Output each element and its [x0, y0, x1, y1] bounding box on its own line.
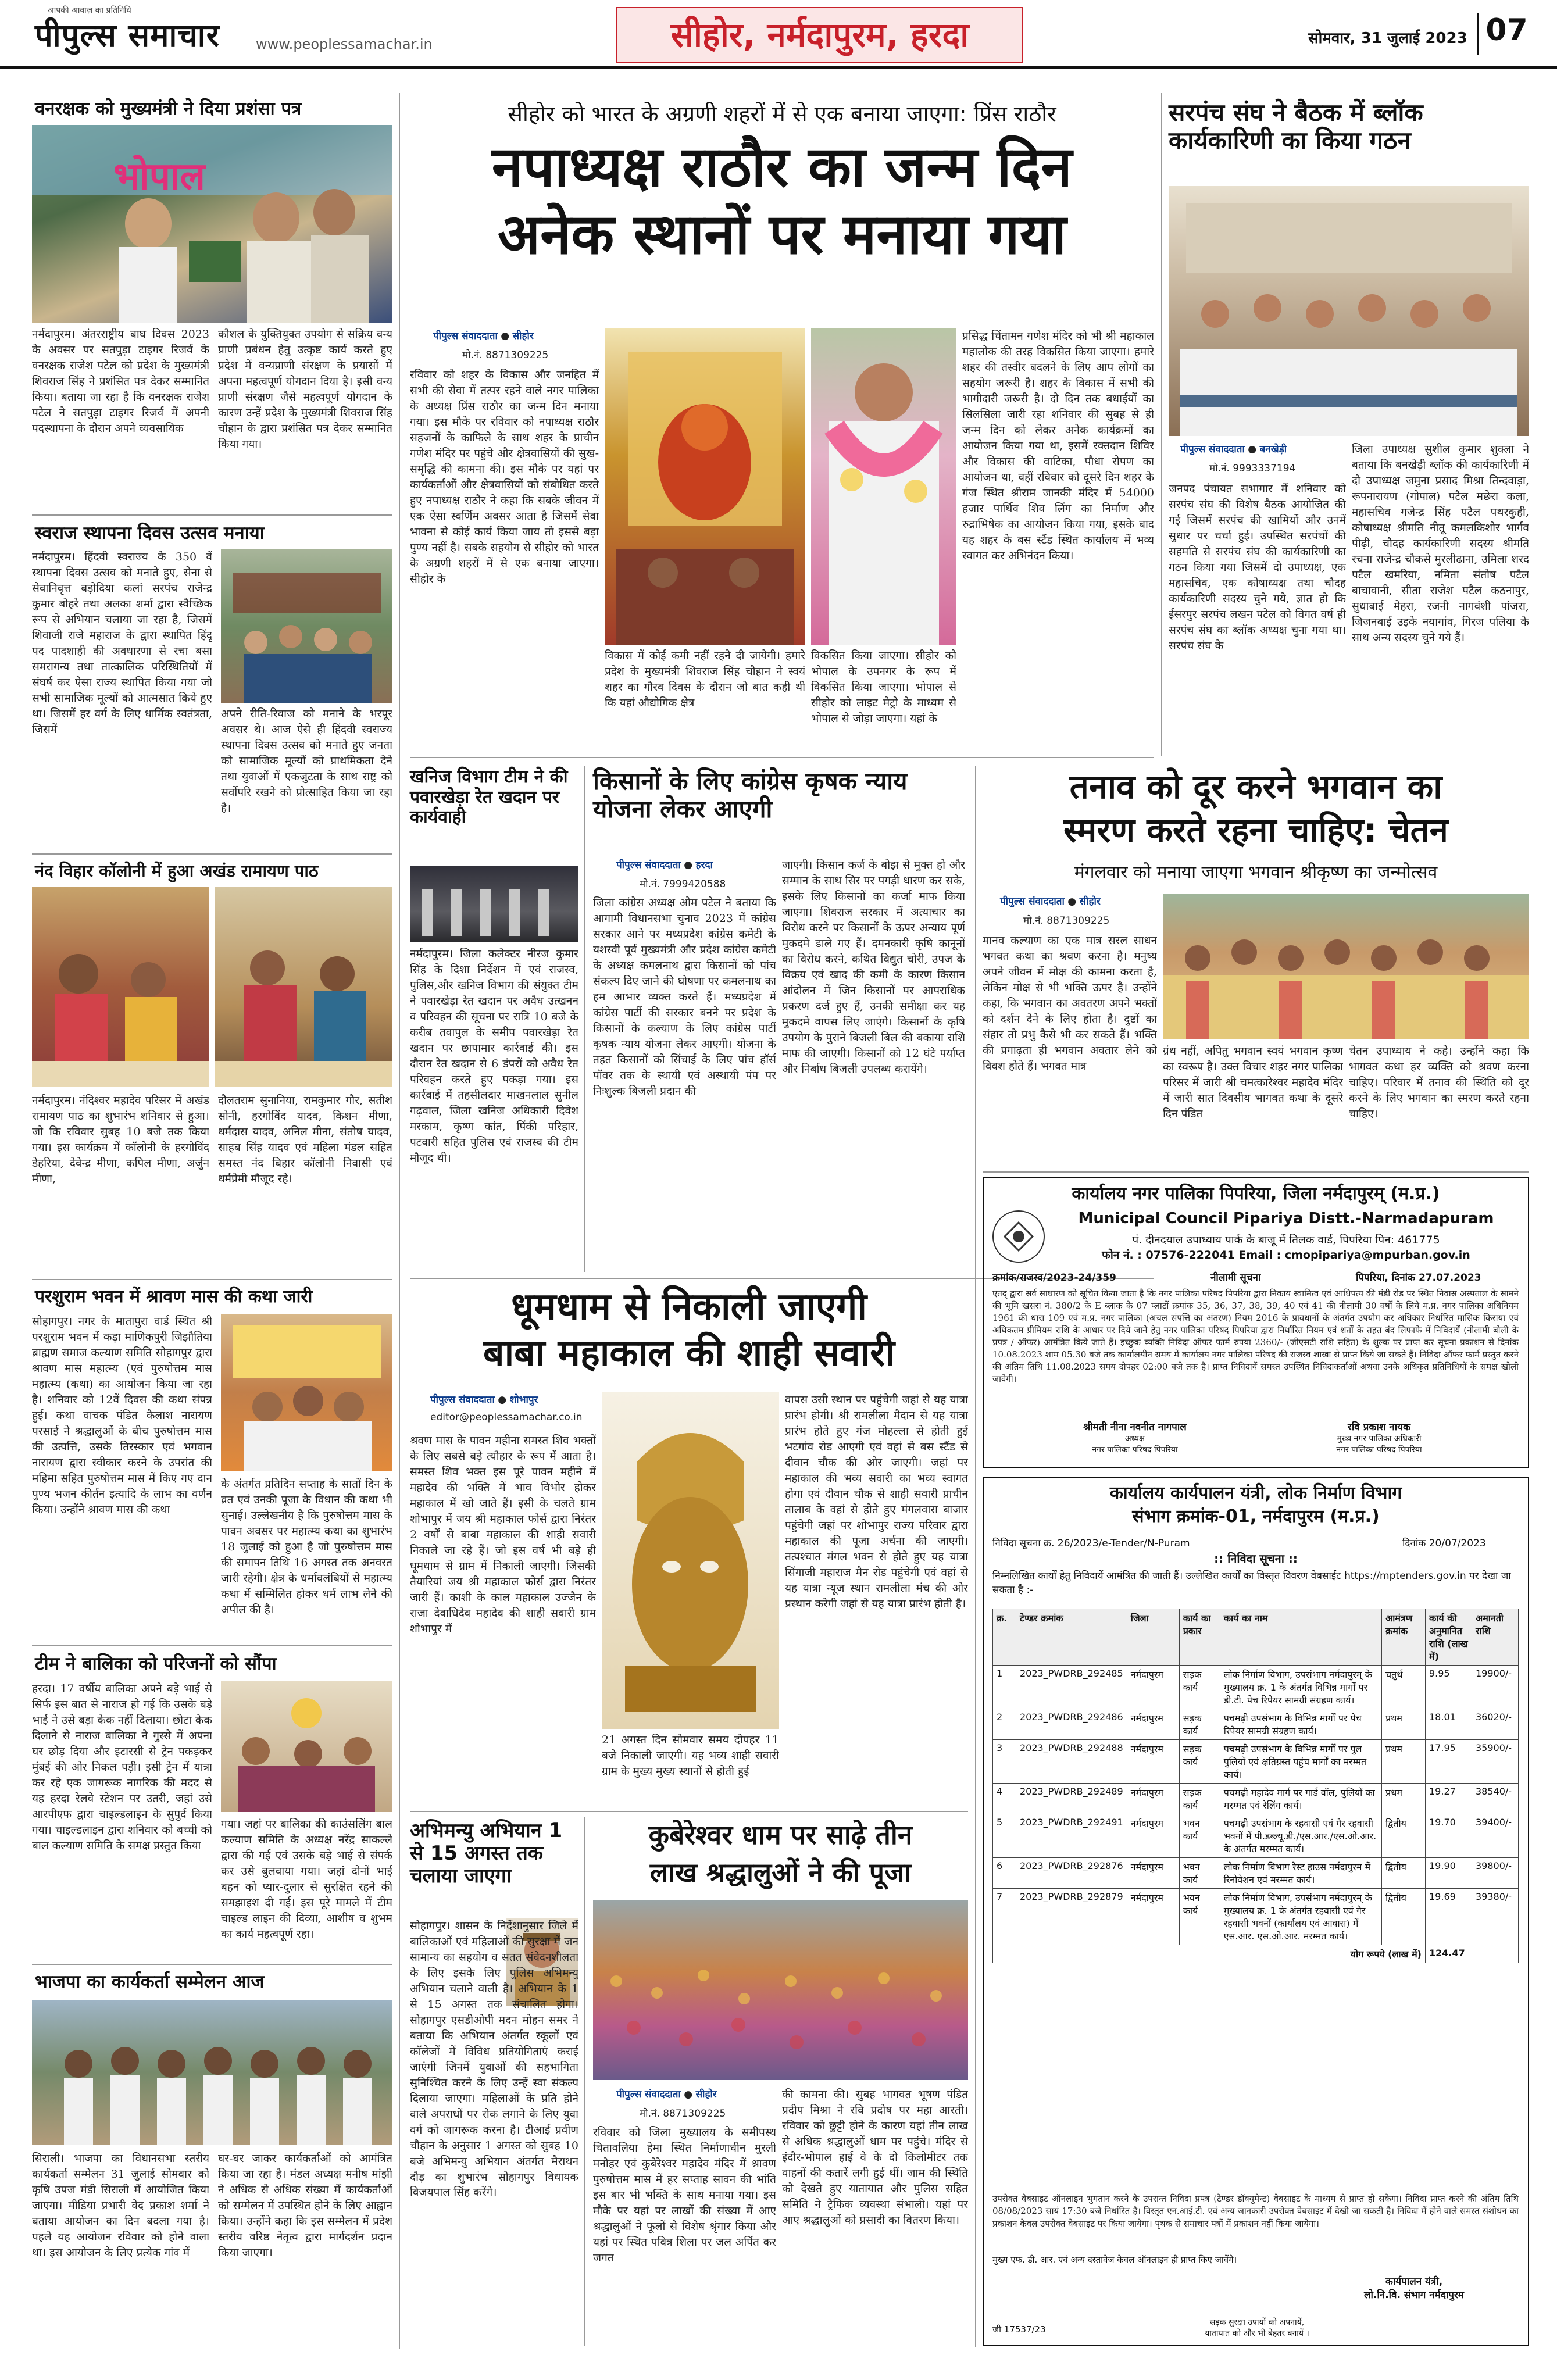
a1-text-col1: नर्मदापुरम। अंतरराष्ट्रीय बाघ दिवस 2023 के अवसर पर सतपुड़ा टाइगर रिजर्व के वनरक्षक राजेश पटेल को प्रदेश के मुख्यमंत्री शिवराज सिंह ने प्रशंसित पत्र देकर सम्मानित किया। बताया जा रहा है कि वनरक्षक राजेश पटेल ने सतपुड़ा टाइगर रिजर्व में अपनी पदस्थापना के दौरान अपने व्यवसायिक: [32, 328, 209, 435]
table-cell: प्रथम: [1382, 1784, 1426, 1814]
sand-mine-photo: [410, 866, 578, 942]
col-sno: क्र.: [993, 1609, 1016, 1666]
table-cell: सड़क कार्य: [1179, 1709, 1220, 1740]
ad1-body: एतद् द्वारा सर्व साधारण को सूचित किया जाता है कि नगर पालिका परिषद पिपरिया द्वारा निकाय स्वामित्व एवं आधिपत्य की मंडी रोड पर स्थित निवास अस्पताल के सामने की भूमि खसरा नं. 380/2 के E ब्लाक के 07 प्लाटों क्रमांक 35, 36, 37, 38, 39, 40 एवं 41 की नीलामी 30 वर्षों के लिये म.प्र. नगर पालिका अधिनियम 1961 की धारा 109 एवं म.प्र. नगर पालिका (अचल संपत्ति का अंतरण) नियम 2016 के प्रावधानों के अंतर्गत उपयोग कर अधिकार निर्धारित मासिक किराया एवं अधिकतम प्रीमियम राशि के आधार पर दिये जाने हेतु नगर पालिका परिषद पिपरिया द्वारा निर्धारित नियम एवं शर्तों के तहत बंद लिफाफे में निविदायें (नीलामी बोली के प्रपत्र / ऑफर) आमंत्रित किये जाते हैं। इच्छुक व्यक्ति निविदा ऑफर फार्म रुपया 2360/- (जीएसटी राशि सहित) के शुल्क पर प्राप्त कर सूचना प्रकाशन से दिनांक 10.08.2023 शाम 05.30 बजे तक कार्यालयीन समय में कार्यालय नगर पालिका परिषद की राजस्व शाखा से प्राप्त किये जा सकते हैं। निविदा ऑफर फार्म प्रस्तुत करने की अंतिम तिथि 11.08.2023 समय दोपहर 02:00 बजे तक है। प्राप्त निविदायें समस्त उपस्थित निविदाकर्ताओं अथवा उनके अधिकृत प्रतिनिधियों के समक्ष खोली जावेगी।: [992, 1288, 1519, 1384]
total-blank: [1472, 1945, 1519, 1963]
congress-headline: किसानों के लिए कांग्रेस कृषक न्याय योजना लेकर आएगी: [593, 767, 908, 824]
table-cell: नर्मदापुरम: [1127, 1740, 1179, 1784]
table-row: [993, 1740, 1519, 1784]
sign1-role1: अध्यक्ष: [1124, 1434, 1145, 1443]
table-cell: 4: [993, 1784, 1016, 1814]
table-cell: भवन कार्य: [1179, 1858, 1220, 1889]
cm-award-photo: [32, 125, 392, 323]
byline-place: सीहोर: [695, 2089, 717, 2100]
kuber-text-col2: की कामना की। सुबह भागवत भूषण पंडित प्रदीप मिश्रा ने रवि प्रदोष पर महा आरती। रविवार को छुट्टी होने के कारण यहां तीन लाख से अधिक श्रद्धालुओं धाम पर पहुंचे। मंदिर से इंदौर-भोपाल हाई वे के दो किलोमीटर तक वाहनों की कतारें लगी हुई थीं। जाम की स्थिति को देखते हुए यातायात और पुलिस सहित समिति ने ट्रैफिक व्यवस्था संभाली। यहां पर आए श्रद्धालुओं को प्रसादी का वितरण किया।: [782, 2088, 968, 2227]
byline-place: शोभापुर: [509, 1394, 538, 1406]
ad1-signatory-2: [1274, 1420, 1484, 1455]
table-header-row: [993, 1609, 1519, 1666]
table-row: [993, 1889, 1519, 1945]
congress-mobile: मो.नं. 7999420588: [640, 878, 726, 890]
table-cell: 2: [993, 1709, 1016, 1740]
section-banner: [616, 7, 1023, 63]
byline-place: सीहोर: [512, 330, 534, 342]
col-work-type: कार्य का प्रकार: [1179, 1609, 1220, 1666]
a3-text-col2: दौलतराम सुनानिया, रामकुमार गौर, सतीश सोनी, हरगोविंद यादव, किशन मीणा, धर्मदास यादव, अनिल मीना, संतोष यादव, साहब सिंह यादव एवं महिला मंडल सहित समस्त नंद बिहार कॉलोनी निवासी एवं धर्मप्रेमी मौजूद रहे।: [218, 1094, 392, 1185]
sarpanch-headline: सरपंच संघ ने बैठक में ब्लॉक कार्यकारिणी का किया गठन: [1169, 98, 1423, 155]
kuber-byline: पीपुल्स संवाददाता ● सीहोर: [616, 2089, 717, 2100]
table-cell: 7: [993, 1889, 1016, 1945]
tender-table: [992, 1609, 1519, 1963]
table-cell: 17.95: [1426, 1740, 1472, 1784]
ad2-title-1: कार्यालय कार्यपालन यंत्री, लोक निर्माण विभाग: [1109, 1483, 1402, 1503]
col-estimate: कार्य की अनुमानित राशि (लाख में): [1426, 1609, 1472, 1666]
table-cell: पचमढ़ी उपसंभाग के रहवासी एवं गैर रहवासी भवनों में पी.डब्ल्यू.डी./एस.आर./एस.ओ.आर. के अंतर्गत मरम्मत कार्य।: [1220, 1814, 1381, 1858]
byline-place: सीहोर: [1079, 896, 1101, 907]
a6-text-col1: सिराली। भाजपा का विधानसभा स्तरीय कार्यकर्ता सम्मेलन 31 जुलाई सोमवार को कृषि उपज मंडी सिराली में आयोजित किया जाएगा। मीडिया प्रभारी वेद प्रकाश शर्मा ने बताया आयोजन का दिन बदला गया है। पहले यह आयोजन रविवार को होने वाला था। इस आयोजन के लिए प्रत्येक गांव में: [32, 2152, 209, 2259]
ad2-notice-date: दिनांक 20/07/2023: [1402, 1538, 1486, 1549]
congress-text-col2: जाएगी। किसान कर्ज के बोझ से मुक्त हो और सम्मान के साथ सिर पर पगड़ी धारण कर सके, इसके लिए किसानों का कर्जा माफ किया जाएगा। शिवराज सरकार में अत्याचार का विरोध करने पर किसानों के ऊपर अन्याय पूर्ण मुकदमे डाले गए हैं। दमनकारी कृषि कानूनों का विरोध करने, कथित विद्युत चोरी, उपज के विक्रय एवं खाद की कमी के कारण किसान आंदोलन में जिन किसानों पर आपराधिक प्रकरण दर्ज हुए हैं, उनकी समीक्षा कर यह मुकदमे वापस लिए जाएंगे। किसानों के कृषि उपयोग के पुराने बिजली बिल की बकाया राशि माफ की जाएगी। किसानों को 12 घंटे पर्याप्त और निर्बाध बिजली उपलब्ध करायेंगे।: [782, 859, 965, 1075]
ad1-type: नीलामी सूचना: [1210, 1272, 1261, 1284]
mahakal-text-col3: वापस उसी स्थान पर पहुंचेगी जहां से यह यात्रा प्रारंभ होगी। श्री रामलीला मैदान से यह यात्रा प्रारंभ होते हुए गंज मोहल्ला से होती हुई भटगांव रोड आएगी एवं वहां से बस स्टैंड से दीवान चौक की ओर जाएगी। जहां पर महाकाल की भव्य सवारी का भव्य स्वागत होगा एवं दीवान चौक से शाही सवारी प्राचीन तालाब के वहां से होते हुए मंगलवारा बाजार पहुंचेगी जहां पर शोभापुर राज्य परिवार द्वारा महाकाल की पूजा अर्चना की जाएगी। तत्पश्चात मंगल भवन से होते हुए यह यात्रा सिंगाजी महाराज मैन रोड पहुंचेगी एवं वहां से यह यात्रा न्यूज स्थान रामलीला मंच की ओर प्रस्थान करेगी जहां से यह यात्रा प्रारंभ होती है।: [785, 1393, 968, 1610]
table-cell: नर्मदापुरम: [1127, 1814, 1179, 1858]
table-cell: भवन कार्य: [1179, 1814, 1220, 1858]
website: www.peoplessamachar.in: [256, 36, 433, 52]
lead-text-col4: प्रसिद्ध चिंतामन गणेश मंदिर को भी श्री महाकाल महालोक की तरह विकसित किया जाएगा। हमारे शहर की तस्वीर बदलने के लिए आप लोगों का सहयोग जरूरी है। शहर के विकास में सभी की भागीदारी जरूरी है। दो दिन तक बधाईयों का सिलसिला जारी रहा शनिवार की सुबह से ही जन्म दिन को लेकर अनेक कार्यक्रमों का आयोजन किया गया था, इसमें रक्तदान शिविर और विकास की वाटिका, पौधा रोपण का आयोजन था, वहीं रविवार को दूसरे दिन शहर के गंज स्थित श्रीराम जानकी मंदिर में 54000 हजार पार्थिव शिव लिंग का निर्माण और रुद्राभिषेक का आयोजन किया गया, इसके बाद यह शहर के बस स्टैंड स्थित कार्यालय में भव्य स्वागत कर अभिनंदन किया।: [962, 330, 1154, 562]
a2-headline: स्वराज स्थापना दिवस उत्सव मनाया: [35, 523, 265, 544]
ad2-footer: उपरोक्त वेबसाइट ऑनलाइन भुगतान करने के उपरान्त निविदा प्रपत्र (टेण्डर डॉक्यूमेन्ट) वेबसाइट के माध्यम से प्राप्त हो सकेगा। निविदा प्राप्त करने की अंतिम तिथि 08/08/2023 सायं 17:30 बजे निर्धारित है। विस्तृत एन.आई.टी. एवं अन्य जानकारी उपरोक्त वेबसाइट में देखी जा सकती है। निविदा में होने वाले समस्त संशोधन का प्रकाशन केवल उपरोक्त वेबसाइट पर किया जायेगा। पृथक से समाचार पत्रों में प्रकाशन नहीं किया जायेगा।: [992, 2193, 1519, 2229]
table-cell: लोक निर्माण विभाग, उपसंभाग नर्मदापुरम् के मुख्यालय क्र. 1 के अंतर्गत विभिन्न मार्गों पर डी.टी. पेच रिपेयर सामग्री संग्रहण कार्य।: [1220, 1666, 1381, 1709]
issue-date: सोमवार, 31 जुलाई 2023: [1308, 30, 1467, 47]
bhagwan-text-col1: मानव कल्याण का एक मात्र सरल साधन भगवत कथा का श्रवण करना है। मनुष्य अपने जीवन में मोक्ष की कामना करता है, लेकिन मोक्ष से भी भक्ति ऊपर है। उन्होंने कहा, कि भगवान का अवतरण अपने भक्तों को दर्शन देने के लिए होता है। दुष्टों का संहार तो प्रभु कैसे भी कर सकते हैं। भक्ति की प्रगाढ़ता ही भगवान अवतार लेने को विवश होते हैं। भगवत मात्र: [983, 934, 1157, 1073]
ad2-intro: निम्नलिखित कार्यों हेतु निविदायें आमंत्रित की जाती हैं। उल्लेखित कार्यों का विस्तृत विवरण वेबसाईट https://mptenders.gov.in पर देखा जा सकता है :-: [992, 1570, 1511, 1596]
newspaper-logo: पीपुल्स समाचार: [35, 17, 220, 53]
ad1-address: पं. दीनदयाल उपाध्याय पार्क के बाजू में तिलक वार्ड, पिपरिया पिन: 461775: [1132, 1234, 1440, 1246]
a3-headline: नंद विहार कॉलोनी में हुआ अखंड रामायण पाठ: [35, 861, 319, 881]
ad2-title-2: संभाग क्रमांक-01, नर्मदापुरम (म.प्र.): [1132, 1506, 1380, 1527]
ad2-sign1: कार्यपालन यंत्री,: [1385, 2276, 1443, 2288]
pwd-tender-ad: [983, 1477, 1529, 2346]
table-cell: 2023_PWDRB_292486: [1016, 1709, 1127, 1740]
divider: [32, 853, 392, 855]
table-cell: सड़क कार्य: [1179, 1666, 1220, 1709]
table-cell: 2023_PWDRB_292489: [1016, 1784, 1127, 1814]
khanij-text: नर्मदापुरम। जिला कलेक्टर नीरज कुमार सिंह के दिशा निर्देशन में एवं राजस्व, पुलिस,और खनिज विभाग की संयुक्त टीम ने पवारखेड़ा रेत खदान पर अवैध उत्खनन व परिवहन की सूचना पर रात्रि 10 बजे के करीब तवापुल के समीप पवारखेड़ा रेत खदान पर छापामार कार्रवाई की। इस दौरान रेत खदान से 6 डंपरों को अवैध रेत परिवहन करते हुए पकड़ा गया। इस कार्रवाई में तहसीलदार माखनलाल सुनील गढ़वाल, जिला खनिज अधिकारी दिवेश मरकाम, कृष्ण कांत, पिंकी परिहार, पटवारी सहित पुलिस एवं राजस्व की टीम मौजूद थी।: [410, 948, 578, 1164]
bhagwan-text-col3: चेतन उपाध्याय ने कहे। उन्होंने कहा कि भागवत कथा हर व्यक्ति को श्रवण करना चाहिए। परिवार में तनाव की स्थिति को दूर करने के लिए भगवान का स्मरण करते रहना चाहिए।: [1349, 1045, 1529, 1120]
byline-name: पीपुल्स संवाददाता: [616, 2089, 681, 2100]
table-cell: 2023_PWDRB_292879: [1016, 1889, 1127, 1945]
a5-headline: टीम ने बालिका को परिजनों को सौंपा: [35, 1653, 277, 1674]
ad2-slogan-1: सड़क सुरक्षा उपायों को अपनायें,: [1209, 2318, 1305, 2327]
table-cell: 6: [993, 1858, 1016, 1889]
divider: [32, 1279, 392, 1280]
ad2-slogan-2: यातायात को और भी बेहतर बनायें ।: [1205, 2329, 1309, 2338]
table-cell: 39380/-: [1472, 1889, 1519, 1945]
ad2-ji-no: जी 17537/23: [992, 2324, 1046, 2335]
mahakal-text-col1: श्रवण मास के पावन महीना समस्त शिव भक्तों के लिए सबसे बड़े त्यौहार के रूप में आता है। समस्त शिव भक्त इस पूरे पावन महीने में महादेव की भक्ति में भाव विभोर होकर महाकाल में खो जाते हैं। इसी के चलते ग्राम शोभापुर में जय श्री महाकाल फोर्स द्वारा निरंतर 2 वर्षों से बाबा महाकाल की शाही सवारी निकाले जा रहे हैं। जो इस वर्ष भी बड़े ही धूमधाम से ग्राम में निकाली जाएगी। जिसकी तैयारियां जय श्री महाकाल फोर्स द्वारा निरंतर जारी हैं। काशी के काल महाकाल उज्जैन के राजा देवाधिदेव महादेव की शाही सवारी ग्राम शोभापुर में: [410, 1434, 596, 1635]
sarpanch-byline: पीपुल्स संवाददाता ● बनखेड़ी: [1180, 444, 1287, 455]
a4-headline: परशुराम भवन में श्रावण मास की कथा जारी: [35, 1287, 313, 1307]
ad2-mail: मुख्य एफ. डी. आर. एवं अन्य दस्तावेज केवल ऑनलाइन ही प्राप्त किए जावेंगे।: [992, 2254, 1237, 2265]
table-row: [993, 1666, 1519, 1709]
table-cell: द्वितीय: [1382, 1858, 1426, 1889]
ad1-ref: क्रमांक/राजस्व/2023-24/359: [992, 1272, 1116, 1284]
lead-text-col1: रविवार को शहर के विकास और जनहित में सभी की सेवा में तत्पर रहने वाले नगर पालिका के अध्यक्ष प्रिंस राठौर का जन्म दिन मनाया गया। इस मौके पर रविवार को नपाध्यक्ष राठौर सहजनों के काफिले के साथ शहर के प्राचीन गणेश मंदिर पर पहुंचे और क्षेत्रवासियों की सुख-समृद्धि की कामना की। इस मौके पर यहां पर कार्यकर्ताओं और क्षेत्रवासियों को संबोधित करते हुए नपाध्यक्ष राठौर ने कहा कि सबके जीवन में एक ऐसा स्वर्णिम अवसर आता है जिसमें सेवा भावना से कोई कार्य किया जाय तो इससे बड़ा पुण्य नहीं है। सबके सहयोग से सीहोर को भारत के अग्रणी शहरों में से एक बनाया जाएगा। सीहोर के: [410, 369, 599, 585]
table-cell: चतुर्थ: [1382, 1666, 1426, 1709]
a5-text-col1: हरदा। 17 वर्षीय बालिका अपने बड़े भाई से सिर्फ इस बात से नाराज हो गई कि उसके बड़े भाई ने उसे बड़ा केक नहीं दिलाया। छोटा केक दिलाने से नाराज बालिका ने गुस्से में अपना घर छोड़ दिया और इटारसी से ट्रेन पकड़कर मुंबई की ओर निकल पड़ी। इसी ट्रेन में यात्रा कर रहे एक जागरूक नागरिक की मदद से यह हरदा रेलवे स्टेशन पर उतरी, जहां उसे आरपीएफ द्वारा चाइल्डलाइन के सुपुर्द किया गया। चाइल्डलाइन द्वारा शनिवार को बच्ची को बाल कल्याण समिति के समक्ष प्रस्तुत किया: [32, 1682, 212, 1852]
bhagwan-headline-2: स्मरण करते रहना चाहिए: चेतन: [1063, 810, 1448, 850]
abhimanyu-headline: अभिमन्यु अभियान 1 से 15 अगस्त तक चलाया जाएगा: [410, 1819, 563, 1888]
col-work-name: कार्य का नाम: [1220, 1609, 1381, 1666]
table-cell: 3: [993, 1740, 1016, 1784]
sarpanch-text-col2: जिला उपाध्यक्ष सुशील कुमार शुक्ला ने बताया कि बनखेड़ी ब्लॉक की कार्यकारिणी में दो उपाध्यक्ष जमुना प्रसाद मिश्रा तिन्दवाड़ा, रूपनारायण (गोपाल) पटैल मछेरा कला, महासचिव गजेन्द्र सिंह पटैल पथरकुही, कोषाध्यक्ष श्रीमति नीतू कमलकिशोर भार्गव पीढ़ी, चौदह कार्यकारिणी सदस्य श्रीमति रचना राजेन्द्र चौकसे मुरलीढाना, उमिला शरद पटैल खमरिया, नमिता संतोष पटैल बाचावानी, सीता राजेश पटैल कठनापुर, सुधाबाई मेहरा, रजनी नागवंशी पांजरा, जिजनबाई उइके नयागांव, गिरज पलिया के साथ अन्य सदस्य चुने गये हैं।: [1352, 443, 1529, 644]
table-cell: 39800/-: [1472, 1858, 1519, 1889]
table-cell: 1: [993, 1666, 1016, 1709]
lead-text-col2: विकास में कोई कमी नहीं रहने दी जायेगी। हमारे प्रदेश के मुख्यमंत्री शिवराज सिंह चौहान ने स्वयं शहर का गौरव दिवस के दौरान जो बात कही थी कि यहां औद्योगिक क्षेत्र: [605, 649, 805, 709]
col-invite-no: आमंत्रण क्रमांक: [1382, 1609, 1426, 1666]
divider: [32, 1964, 392, 1965]
table-cell: भवन कार्य: [1179, 1889, 1220, 1945]
page-number: 07: [1477, 13, 1535, 55]
divider: [983, 1171, 1529, 1173]
byline-name: पीपुल्स संवाददाता: [433, 330, 498, 342]
table-cell: 38540/-: [1472, 1784, 1519, 1814]
table-cell: नर्मदापुरम: [1127, 1709, 1179, 1740]
table-cell: प्रथम: [1382, 1709, 1426, 1740]
bhagwan-subhead: मंगलवार को मनाया जाएगा भगवान श्रीकृष्ण का जन्मोत्सव: [1074, 862, 1438, 882]
table-row: [993, 1709, 1519, 1740]
khanij-headline: खनिज विभाग टीम ने की पवारखेड़ा रेत खदान पर कार्यवाही: [410, 767, 568, 827]
column-divider: [584, 766, 585, 1272]
byline-name: पीपुल्स संवाददाता: [616, 859, 681, 871]
table-cell: 19.70: [1426, 1814, 1472, 1858]
col-district: जिला: [1127, 1609, 1179, 1666]
abhimanyu-text: सोहागपुर। शासन के निर्देशानुसार जिले में बालिकाओं एवं महिलाओं की सुरक्षा में जन सामान्य का सहयोग व सतत संवेदनशीलता के लिए इसके लिए पुलिस अभिमन्यु अभियान चलाने वाली है। अभियान के 1 से 15 अगस्त तक संचालित होगा। सोहागपुर एसडीओपी मदन मोहन समर ने बताया कि अभियान अंतर्गत स्कूलों एवं कॉलेजों में विविध प्रतियोगिताएं कराई जाएंगी जिनमें युवाओं की सहभागिता सुनिश्चित करने के लिए उन्हें स्वा संकल्प दिलाया जाएगा। महिलाओं के प्रति होने वाले अपराधों पर रोक लगाने के लिए युवा वर्ग को जागरूक करना है। टीआई प्रवीण चौहान के अनुसार 1 अगस्त को सुबह 10 बजे अभिमन्यु अभियान अंतर्गत मैराथन दौड़ का शुभारंभ सोहागपुर विधायक विजयपाल सिंह करेंगे।: [410, 1920, 578, 2199]
ad1-date: पिपरिया, दिनांक 27.07.2023: [1356, 1272, 1481, 1284]
table-cell: 19900/-: [1472, 1666, 1519, 1709]
sarpanch-mobile: मो.नं. 9993337194: [1209, 463, 1296, 474]
table-cell: नर्मदापुरम: [1127, 1666, 1179, 1709]
ad2-head: :: निविदा सूचना ::: [1214, 1552, 1298, 1566]
svg-text:भोपाल: भोपाल: [113, 155, 205, 198]
mahakal-headline-2: बाबा महाकाल की शाही सवारी: [483, 1332, 895, 1375]
tender-table-wrap: [992, 1609, 1519, 1963]
bhagwan-mobile: मो.नं. 8871309225: [1023, 915, 1110, 927]
table-cell: 9.95: [1426, 1666, 1472, 1709]
kubereshwar-crowd-photo: [593, 1900, 968, 2080]
a6-text-col2: घर-घर जाकर कार्यकर्ताओं को आमंत्रित किया जा रहा है। मंडल अध्यक्ष मनीष मांझी ने अधिक से अधिक संख्या में कार्यकर्ताओं को सम्मेलन में उपस्थित होने के लिए आह्वान किया। उन्होंने कहा कि इस सम्मेलन में प्रदेश स्तरीय वरिष्ठ नेतृत्व द्वारा मार्गदर्शन प्रदान किया जाएगा।: [218, 2152, 392, 2259]
ramayan-photo-1: [32, 887, 209, 1087]
a2-text-col2: अपने रीति-रिवाज को मनाने के भरपूर अवसर थे। आज ऐसे ही हिंदवी स्वराज्य स्थापना दिवस उत्सव को मनाते हुए जनता को सामाजिक मूल्यों को प्राथमिकता देने तथा युवाओं में एकजुटता के साथ राष्ट्र को सर्वोपरि रखने को प्रोत्साहित किया जा रहा है।: [221, 707, 392, 814]
table-cell: 2023_PWDRB_292488: [1016, 1740, 1127, 1784]
sign2-role2: नगर पालिका परिषद पिपरिया: [1336, 1445, 1422, 1455]
ad1-title: कार्यालय नगर पालिका पिपरिया, जिला नर्मदापुरम् (म.प्र.): [1072, 1184, 1440, 1204]
kuber-text-col1: रविवार को जिला मुख्यालय के समीपस्थ चितावलिया हेमा स्थित निर्माणाधीन मुरली मनोहर एवं कुबेरेश्वर महादेव मंदिर में श्रावण पुरुषोत्तम मास में हर सप्ताह सावन की भांति इस बार भी भक्ति के साथ मनाया गया। इस मौके पर यहां पर लाखों की संख्या में आए श्रद्धालुओं ने फूलों से विशेष श्रृंगार किया और यहां पर स्थित पवित्र शिला पर जल अर्पित कर जगत: [593, 2126, 776, 2264]
table-row: [993, 1814, 1519, 1858]
sign2-name: रवि प्रकाश नायक: [1347, 1421, 1411, 1433]
bhagwan-byline: पीपुल्स संवाददाता ● सीहोर: [1000, 896, 1101, 907]
mahakal-idol-photo: [602, 1392, 779, 1729]
table-cell: 2023_PWDRB_292485: [1016, 1666, 1127, 1709]
ad1-contact: फोन नं. : 07576-222041 Email : cmopipariya@mpurban.gov.in: [1102, 1249, 1470, 1262]
sign1-role2: नगर पालिका परिषद पिपरिया: [1092, 1445, 1178, 1455]
table-cell: द्वितीय: [1382, 1814, 1426, 1858]
swaraj-photo: [221, 549, 392, 703]
ad2-notice-no: निविदा सूचना क्र. 26/2023/e-Tender/N-Puram: [992, 1538, 1190, 1549]
congress-byline: पीपुल्स संवाददाता ● हरदा: [616, 859, 713, 871]
table-cell: सड़क कार्य: [1179, 1740, 1220, 1784]
a3-text-col1: नर्मदापुरम। नंदिश्वर महादेव परिसर में अखंड रामायण पाठ का शुभारंभ शनिवार से हुआ। जो कि रविवार सुबह 10 बजे तक किया गया। इस कार्यक्रम में कॉलोनी के हरगोविंद डेहरिया, देवेन्द्र मीणा, कपिल मीणा, अर्जुन मीणा,: [32, 1094, 209, 1185]
column-divider: [584, 1817, 585, 2346]
ad1-signatory-1: [1030, 1420, 1240, 1455]
total-value: 124.47: [1426, 1945, 1472, 1963]
mahakal-caption: 21 अगस्त दिन सोमवार समय दोपहर 11 बजे निकाली जाएगी। यह भव्य शाही सवारी ग्राम के मुख्य मुख्य स्थानों से होती हुई: [602, 1734, 779, 1778]
a6-headline: भाजपा का कार्यकर्ता सम्मेलन आज: [35, 1971, 265, 1992]
col-deposit: अमानती राशि: [1472, 1609, 1519, 1666]
ganesh-temple-photo: [605, 328, 805, 645]
sign1-name: श्रीमती नीना नवनीत नागपाल: [1083, 1421, 1187, 1433]
col-tender-no: टेण्डर क्रमांक: [1016, 1609, 1127, 1666]
table-total-row: [993, 1945, 1519, 1963]
table-row: [993, 1858, 1519, 1889]
table-cell: 19.27: [1426, 1784, 1472, 1814]
ad2-slogan: [1147, 2315, 1367, 2340]
table-cell: 5: [993, 1814, 1016, 1858]
byline-place: बनखेड़ी: [1259, 444, 1287, 455]
kuber-mobile: मो.नं. 8871309225: [640, 2108, 726, 2120]
bhagwan-headline-1: तनाव को दूर करने भगवान का: [1069, 767, 1442, 806]
table-cell: पचमढ़ी महादेव मार्ग पर गार्ड वॉल, पुलियों का मरम्मत एवं रेलिंग कार्य।: [1220, 1784, 1381, 1814]
bhagwan-text-col2: ग्रंथ नहीं, अपितु भगवान स्वयं भगवान कृष्ण का स्वरूप है। उक्त विचार शहर नगर पालिका परिसर में जारी श्री चमत्कारेश्वर महादेव मंदिर में जारी सात दिवसीय भागवत कथा के दूसरे दिन पंडित: [1163, 1045, 1343, 1120]
byline-name: पीपुल्स संवाददाता: [1000, 896, 1065, 907]
table-cell: लोक निर्माण विभाग, उपसंभाग नर्मदापुरम् के मुख्यालय क्र. 1 के अंतर्गत रहवासी एवं गैर रहवासी भवनों (कार्यालय एवं आवास) में एस.आर. एस.ओ.आर. मरम्मत कार्य।: [1220, 1889, 1381, 1945]
a2-text-col1: नर्मदापुरम। हिंदवी स्वराज्य के 350 वें स्थापना दिवस उत्सव को मनाते हुए, सेना से सेवानिवृत्त बड़ोदिया कलां सरपंच राजेन्द्र कुमार बोहरे तथा अलका शर्मा द्वारा स्वैच्छिक रूप से अभियान चलाया जा रहा है, जिसमें शिवाजी राजे महाराज के द्वारा स्थापित हिंदू पद पादशाही की अवधारणा से रचा बसा समरागन्य तथा तात्कालिक परिस्थितियों में संघर्ष कर ऐसा राज्य स्थापित किया गया जो सभी सामाजिक मूल्यों को आत्मसात किये हुए था। जिसमें हर वर्ग के लिए धार्मिक स्वतंत्रता, जिसमें: [32, 551, 212, 736]
logo-tag: आपकी आवाज़ का प्रतिनिधि: [48, 6, 131, 15]
byline-name: पीपुल्स संवाददाता: [1180, 444, 1245, 455]
mahakal-headline-1: धूमधाम से निकाली जाएगी: [511, 1285, 867, 1328]
sarpanch-meeting-photo: [1169, 186, 1529, 436]
lead-byline: पीपुल्स संवाददाता ● सीहोर: [433, 330, 534, 342]
kathа-photo: [221, 1314, 392, 1471]
table-cell: 35900/-: [1472, 1740, 1519, 1784]
bhagwat-katha-photo: [1163, 894, 1529, 1039]
lead-text-col3: विकसित किया जाएगा। सीहोर को भोपाल के उपनगर के रूप में विकसित किया जाएगा। भोपाल से सीहोर को लाइट मेट्रो के माध्यम से भोपाल से जोड़ा जाएगा। यहां के: [811, 649, 956, 725]
table-cell: 2023_PWDRB_292491: [1016, 1814, 1127, 1858]
ad2-sign2: लो.नि.वि. संभाग नर्मदापुरम: [1363, 2289, 1465, 2301]
column-divider: [399, 93, 400, 2349]
column-divider: [975, 766, 976, 2347]
table-cell: 36020/-: [1472, 1709, 1519, 1740]
table-cell: द्वितीय: [1382, 1889, 1426, 1945]
a5-text-col2: गया। जहां पर बालिका की काउंसलिंग बाल कल्याण समिति के अध्यक्ष नरेंद्र साकल्ले द्वारा की गई एवं उसके बड़े भाई से संपर्क कर उसे बुलवाया गया। जहां दोनों भाई बहन को प्यार-दुलार से सुरक्षित रहने की समझाइश दी गई। इस पूरे मामले में टीम चाइल्ड लाइन की दिव्या, आशीष व शुभम का कार्य महत्वपूर्ण रहा।: [221, 1818, 392, 1941]
table-cell: प्रथम: [1382, 1740, 1426, 1784]
column-divider: [1161, 93, 1162, 756]
pipariya-auction-ad: [983, 1177, 1529, 1468]
kuber-headline-2: लाख श्रद्धालुओं ने की पूजा: [649, 1857, 912, 1888]
mahakal-byline: पीपुल्स संवाददाता ● शोभापुर: [430, 1394, 538, 1406]
table-cell: 19.69: [1426, 1889, 1472, 1945]
kuber-headline-1: कुबेरेश्वर धाम पर साढ़े तीन: [648, 1819, 913, 1850]
lead-kicker: सीहोर को भारत के अग्रणी शहरों में से एक बनाया जाएगा: प्रिंस राठौर: [508, 101, 1056, 127]
ad2-signatory: [1309, 2274, 1519, 2301]
ad1-seal: [992, 1210, 1045, 1263]
table-cell: पचमढ़ी उपसंभाग के विभिन्न मार्गों पर पुल पुलियों एवं क्षतिग्रस्त पहुंच मार्गों का मरम्मत कार्य।: [1220, 1740, 1381, 1784]
masthead: [0, 0, 1557, 69]
sign2-role1: मुख्य नगर पालिका अधिकारी: [1337, 1434, 1422, 1443]
lead-mobile: मो.नं. 8871309225: [462, 349, 549, 361]
lead-headline-1: नपाध्यक्ष राठौर का जन्म दिन: [492, 134, 1072, 199]
a4-text-col2: के अंतर्गत प्रतिदिन सप्ताह के सातों दिन के व्रत एवं उनकी पूजा के विधान की कथा भी सुनाई। उल्लेखनीय है कि पुरुषोत्तम मास के पावन अवसर पर महात्म्य कथा का शुभारंभ 18 जुलाई को हुआ है जो पुरुषोत्तम मास की समापन तिथि 16 अगस्त तक अनवरत जारी रहेगी। क्षेत्र के धर्मावलंबियों से महात्म्य कथा में सम्मिलित होकर धर्म लाभ लेने की अपील की है।: [221, 1478, 392, 1616]
congress-text-col1: जिला कांग्रेस अध्यक्ष ओम पटेल ने बताया कि आगामी विधानसभा चुनाव 2023 में कांग्रेस सरकार आने पर मध्यप्रदेश कांग्रेस कमेटी के यशस्वी पूर्व मुख्यमंत्री और प्रदेश कांग्रेस कमेटी के अध्यक्ष कमलनाथ द्वारा किसानों को पांच संकल्प दिए जाने की घोषणा पर कमलनाथ का हम आभार व्यक्त करते हैं। मध्यप्रदेश में कांग्रेस पार्टी की सरकार बनने पर प्रदेश के किसानों के कल्याण के लिए कांग्रेस पार्टी कृषक न्याय योजना लेकर आएगी। योजना के तहत किसानों को सिंचाई के लिए पांच हॉर्स पॉवर तक के स्थायी एवं अस्थायी पंप पर निःशुल्क बिजली प्रदान की: [593, 896, 776, 1098]
a1-text-col2: कौशल के युक्तियुक्त उपयोग से सक्रिय वन्य प्राणी प्रबंधन हेतु उत्कृष्ट कार्य करते हुए प्रदेश में वन्यप्राणी संरक्षण के प्रयासों में अपना महत्वपूर्ण योगदान दिया है। इसी वन्य प्राणी संरक्षण जैसे महत्वपूर्ण योगदान के कारण उन्हें प्रदेश के मुख्यमंत्री शिवराज सिंह चौहान के द्वारा प्रशंसित पत्र देकर सम्मानित किया गया।: [218, 328, 392, 451]
sarpanch-text-col1: जनपद पंचायत सभागार में शनिवार को सरपंच संघ की विशेष बैठक आयोजित की गई जिसमें सरपंच की खामियों और उनमें सुधार पर चर्चा हुई। उपस्थित सरपंचों की सहमति से सरपंच संघ की कार्यकारिणी का गठन किया गया जिसमें दो उपाध्यक्ष, एक महासचिव, एक कोषाध्यक्ष तथा चौदह कार्यकारिणी सदस्य चुने गये, ज्ञात हो कि ईसरपुर सरपंच लखन पटेल को विगत वर्ष ही सरपंच संघ का ब्लॉक अध्यक्ष चुना गया था। सरपंच संघ के: [1169, 483, 1346, 652]
table-row: [993, 1784, 1519, 1814]
byline-place: हरदा: [695, 859, 713, 871]
divider: [32, 1645, 392, 1646]
divider: [410, 757, 1154, 758]
table-cell: 2023_PWDRB_292876: [1016, 1858, 1127, 1889]
table-cell: 18.01: [1426, 1709, 1472, 1740]
table-cell: पचमढ़ी उपसंभाग के विभिन्न मार्गों पर पेच रिपेयर सामग्री संग्रहण कार्य।: [1220, 1709, 1381, 1740]
total-label: योग रूपये (लाख में): [993, 1945, 1426, 1963]
ad1-title-en: Municipal Council Pipariya Distt.-Narmadapuram: [1078, 1210, 1494, 1227]
section-title: सीहोर, नर्मदापुरम, हरदा: [670, 15, 969, 55]
prince-rathore-photo: [811, 328, 956, 645]
table-cell: नर्मदापुरम: [1127, 1784, 1179, 1814]
mahakal-email: editor@peoplessamachar.co.in: [430, 1411, 583, 1423]
table-cell: 39400/-: [1472, 1814, 1519, 1858]
table-cell: सड़क कार्य: [1179, 1784, 1220, 1814]
a4-text-col1: सोहागपुर। नगर के मातापुरा वार्ड स्थित श्री परशुराम भवन में कड़ा माणिकपुरी जिझौतिया ब्राह्मण समाज कल्याण समिति सोहागपुर द्वारा श्रावण मास महात्म्य (एवं पुरुषोत्तम मास महात्म्य (कथा) का आयोजन किया जा रहा है। शनिवार को 12वें दिवस की कथा संपन्न हुई। कथा वाचक पंडित कैलाश नारायण परसाई ने श्रद्धालुओं के बीच पुरुषोत्तम मास की उत्पत्ति, उसके तिरस्कार एवं भगवान नारायण द्वारा स्वीकार करने के उपरांत की महिमा सहित पुरुषोत्तम मास में किए गए दान पुण्य भजन कीर्तन इत्यादि के लाभ का वर्णन किया। उन्होंने श्रावण मास की कथा: [32, 1315, 212, 1516]
ramayan-photo-2: [215, 887, 392, 1087]
childline-photo: [221, 1681, 392, 1812]
table-cell: नर्मदापुरम: [1127, 1858, 1179, 1889]
table-cell: नर्मदापुरम: [1127, 1889, 1179, 1945]
table-cell: लोक निर्माण विभाग रेस्ट हाउस नर्मदापुरम में रिनोवेशन एवं मरम्मत कार्य।: [1220, 1858, 1381, 1889]
divider: [32, 514, 392, 516]
divider: [410, 1811, 968, 1812]
bjp-meeting-photo: [32, 2000, 392, 2145]
lead-headline-2: अनेक स्थानों पर मनाया गया: [497, 202, 1067, 267]
byline-name: पीपुल्स संवाददाता: [430, 1394, 495, 1406]
table-cell: 19.90: [1426, 1858, 1472, 1889]
a1-headline: वनरक्षक को मुख्यमंत्री ने दिया प्रशंसा पत्र: [35, 98, 302, 119]
